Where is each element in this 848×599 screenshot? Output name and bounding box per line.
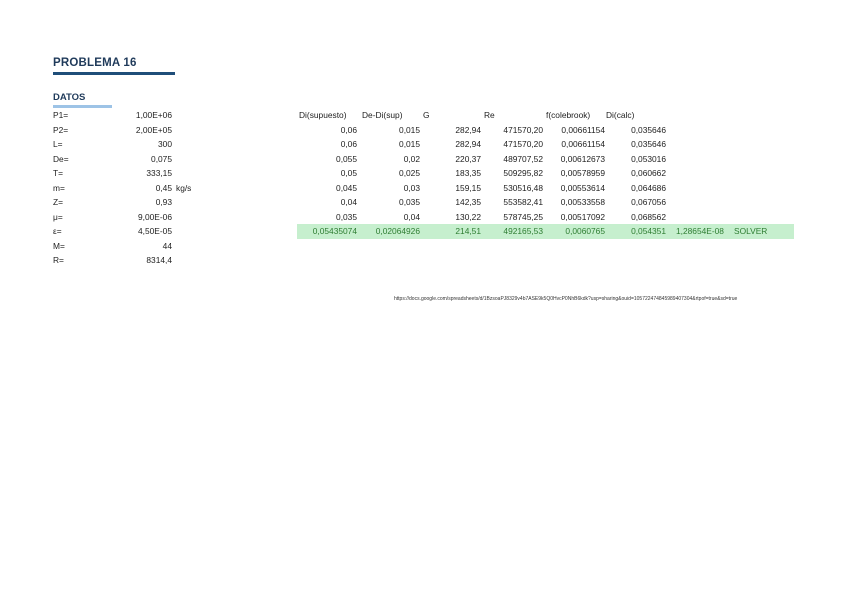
param-value: 8314,4	[146, 255, 172, 265]
table-cell: 530516,48	[503, 182, 543, 193]
table-cell: 0,00553614	[560, 182, 605, 193]
param-label: L=	[53, 139, 63, 149]
table-cell: 282,94	[455, 139, 481, 149]
table-cell: 0,00612673	[560, 153, 605, 164]
solver-error-value: 1,28654E-08	[676, 226, 724, 236]
param-value: 9,00E-06	[138, 211, 172, 222]
solver-cell: 0,02064926	[375, 226, 420, 236]
table-cell: 489707,52	[503, 153, 543, 164]
param-value: 44	[162, 240, 172, 251]
solver-cell: 0,054351	[631, 226, 666, 236]
table-cell: 0,035646	[631, 124, 666, 135]
param-label: P2=	[53, 124, 69, 135]
param-value: 0,45	[155, 182, 172, 193]
param-value: 2,00E+05	[135, 124, 172, 135]
param-label: Z=	[53, 197, 64, 207]
table-cell: 0,00517092	[560, 211, 605, 222]
header-di-calc: Di(calc)	[606, 110, 635, 120]
source-url[interactable]: https://docs.google.com/spreadsheets/d/1BzsoaPJ8329v4b7ASE9k5Q0HvcP0NhB6kdk?usp=sharing&ouid=105722474845989407304&rtpof=true&sd=true	[394, 296, 738, 302]
table-cell: 0,064686	[631, 182, 666, 193]
table-cell: 0,068562	[631, 211, 666, 222]
param-label: M=	[53, 240, 65, 251]
section-title-datos: DATOS	[53, 92, 86, 103]
table-cell: 159,15	[455, 182, 481, 193]
solver-cell: 0,0060765	[565, 226, 605, 236]
header-re: Re	[484, 110, 495, 120]
param-value: 300	[158, 139, 172, 149]
table-cell: 0,035646	[631, 139, 666, 149]
table-cell: 0,067056	[631, 197, 666, 207]
table-cell: 553582,41	[503, 197, 543, 207]
table-cell: 0,04	[340, 197, 357, 207]
table-cell: 220,37	[455, 153, 481, 164]
solver-label: SOLVER	[734, 226, 768, 236]
table-cell: 0,03	[403, 182, 420, 193]
solver-cell: 492165,53	[503, 226, 543, 236]
table-cell: 0,00578959	[560, 168, 605, 178]
table-cell: 0,00533558	[560, 197, 605, 207]
param-value: 1,00E+06	[135, 110, 172, 120]
table-cell: 0,06	[340, 139, 357, 149]
table-cell: 0,05	[340, 168, 357, 178]
param-label: m=	[53, 182, 65, 193]
param-value: 333,15	[146, 168, 172, 178]
table-cell: 282,94	[455, 124, 481, 135]
header-de-di-sup: De-Di(sup)	[362, 110, 403, 120]
header-f-colebrook: f(colebrook)	[546, 110, 591, 120]
table-cell: 130,22	[455, 211, 481, 222]
table-cell: 471570,20	[503, 139, 543, 149]
table-cell: 0,00661154	[561, 124, 605, 135]
table-cell: 183,35	[455, 168, 481, 178]
table-cell: 0,035	[399, 197, 420, 207]
table-cell: 578745,25	[503, 211, 543, 222]
table-cell: 0,025	[399, 168, 420, 178]
table-cell: 471570,20	[503, 124, 543, 135]
table-cell: 0,045	[336, 182, 357, 193]
table-cell: 0,060662	[631, 168, 666, 178]
title-underline	[53, 72, 175, 75]
header-g: G	[423, 110, 430, 120]
param-label: P1=	[53, 110, 69, 120]
param-value: 0,075	[151, 153, 172, 164]
table-cell: 0,053016	[631, 153, 666, 164]
table-cell: 142,35	[455, 197, 481, 207]
table-cell: 0,015	[399, 139, 420, 149]
table-cell: 0,00661154	[561, 139, 605, 149]
param-unit: kg/s	[176, 182, 192, 193]
table-cell: 509295,82	[503, 168, 543, 178]
header-di-supuesto: Di(supuesto)	[299, 110, 347, 120]
table-cell: 0,035	[336, 211, 357, 222]
table-cell: 0,04	[403, 211, 420, 222]
param-label: R=	[53, 255, 64, 265]
param-value: 0,93	[155, 197, 172, 207]
param-label: T=	[53, 168, 64, 178]
solver-cell: 214,51	[455, 226, 481, 236]
param-label: De=	[53, 153, 69, 164]
table-cell: 0,06	[340, 124, 357, 135]
table-cell: 0,055	[336, 153, 357, 164]
table-cell: 0,015	[399, 124, 420, 135]
param-label: ε=	[53, 226, 62, 236]
solver-cell: 0,05435074	[312, 226, 357, 236]
table-cell: 0,02	[403, 153, 420, 164]
param-value: 4,50E-05	[138, 226, 172, 236]
page-title: PROBLEMA 16	[53, 57, 137, 69]
param-label: μ=	[53, 211, 63, 222]
